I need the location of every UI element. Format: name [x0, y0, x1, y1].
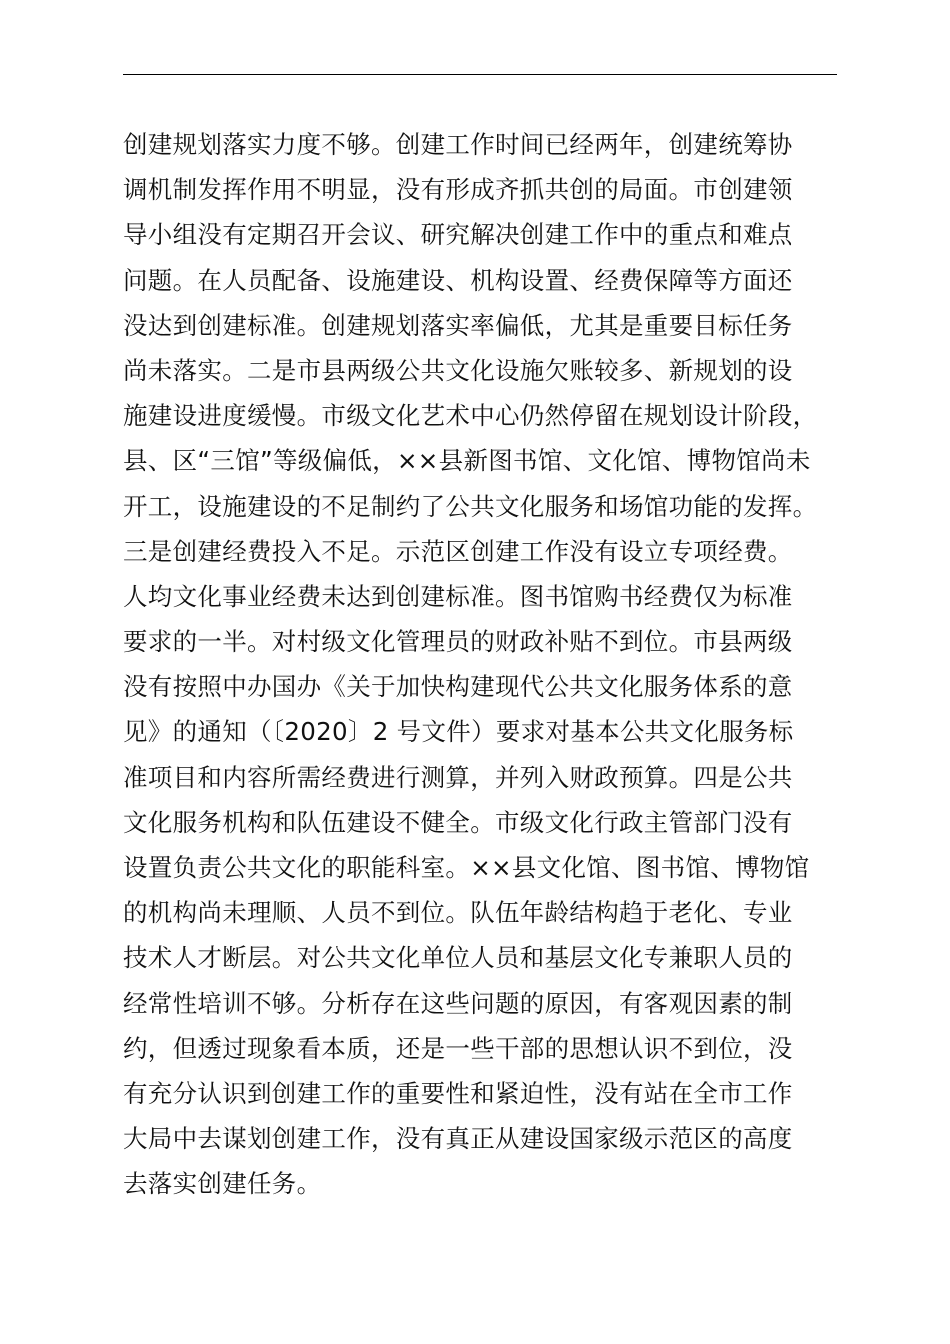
text-line: 文化服务机构和队伍建设不健全。市级文化行政主管部门没有 [123, 807, 793, 837]
text-line: 县、区“三馆”等级偏低，××县新图书馆、文化馆、博物馆尚未 [123, 446, 811, 476]
text-line: 问题。在人员配备、设施建设、机构设置、经费保障等方面还 [123, 265, 793, 295]
text-line: 没有按照中办国办《关于加快构建现代公共文化服务体系的意 [123, 672, 793, 702]
text-line: 准项目和内容所需经费进行测算，并列入财政预算。四是公共 [123, 762, 793, 792]
text-line: 的机构尚未理顺、人员不到位。队伍年龄结构趋于老化、专业 [123, 898, 793, 928]
body-paragraph [123, 122, 843, 1207]
text-line: 施建设进度缓慢。市级文化艺术中心仍然停留在规划设计阶段， [123, 401, 818, 431]
text-line: 导小组没有定期召开会议、研究解决创建工作中的重点和难点 [123, 220, 793, 250]
text-line: 设置负责公共文化的职能科室。××县文化馆、图书馆、博物馆 [123, 853, 810, 882]
text-line: 创建规划落实力度不够。创建工作时间已经两年，创建统筹协 [123, 130, 793, 159]
text-line: 经常性培训不够。分析存在这些问题的原因，有客观因素的制 [123, 988, 793, 1018]
text-line: 三是创建经费投入不足。示范区创建工作没有设立专项经费。 [123, 536, 793, 566]
text-line: 技术人才断层。对公共文化单位人员和基层文化专兼职人员的 [123, 943, 793, 973]
text-line: 约，但透过现象看本质，还是一些干部的思想认识不到位，没 [123, 1033, 793, 1063]
text-line: 开工，设施建设的不足制约了公共文化服务和场馆功能的发挥。 [123, 491, 818, 521]
text-line: 调机制发挥作用不明显，没有形成齐抓共创的局面。市创建领 [123, 175, 793, 205]
text-line: 要求的一半。对村级文化管理员的财政补贴不到位。市县两级 [123, 627, 793, 657]
text-line: 尚未落实。二是市县两级公共文化设施欠账较多、新规划的设 [123, 355, 793, 385]
header-rule [123, 74, 837, 75]
text-line: 去落实创建任务。 [123, 1169, 322, 1199]
text-line: 见》的通知（〔2020〕2 号文件）要求对基本公共文化服务标 [123, 717, 794, 747]
text-line: 人均文化事业经费未达到创建标准。图书馆购书经费仅为标准 [123, 581, 793, 611]
text-line: 没达到创建标准。创建规划落实率偏低，尤其是重要目标任务 [123, 310, 793, 340]
text-line: 大局中去谋划创建工作，没有真正从建设国家级示范区的高度 [123, 1124, 793, 1154]
text-line: 有充分认识到创建工作的重要性和紧迫性，没有站在全市工作 [123, 1078, 793, 1108]
